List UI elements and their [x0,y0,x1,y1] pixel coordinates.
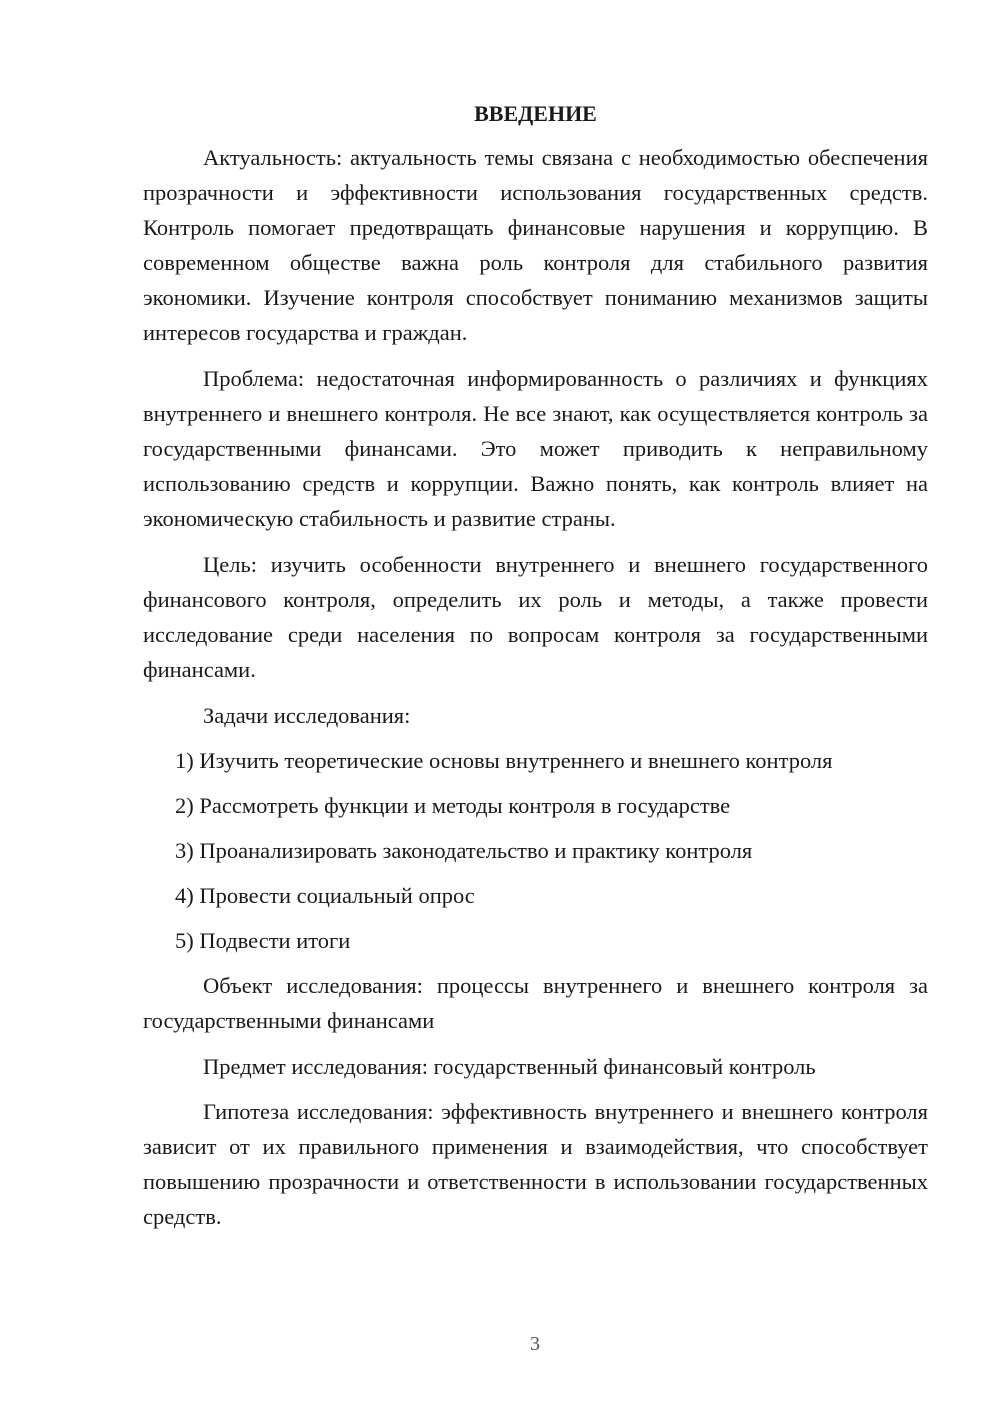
list-item: 1) Изучить теоретические основы внутреннего и внешнего контроля [175,748,833,773]
paragraph-relevance: Актуальность: актуальность темы связана с необходимостью обеспечения прозрачности и эффективности использования государственных средств. Контроль помогает предотвращать финансовые нарушения и коррупцию. В современном обществе важна роль контроля для стабильного развития экономики. Изучение контроля способствует пониманию механизмов защиты интересов государства и граждан. [143,145,928,345]
tasks-heading: Задачи исследования: [203,703,411,728]
paragraph-goal: Цель: изучить особенности внутреннего и внешнего государственного финансового контроля, определить их роль и методы, а также провести исследование среди населения по вопросам контроля за государственными финансами. [143,552,928,682]
list-item: 2) Рассмотреть функции и методы контроля в государстве [175,793,731,818]
paragraph-subject: Предмет исследования: государственный финансовый контроль [203,1054,816,1079]
document-page [143,96,928,1234]
paragraph-problem: Проблема: недостаточная информированность о различиях и функциях внутреннего и внешнего контроля. Не все знают, как осуществляется контроль за государственными финансами. Это может приводить к неправильному использованию средств и коррупции. Важно понять, как контроль влияет на экономическую стабильность и развитие страны. [143,366,928,531]
tasks-list [143,743,928,958]
list-item: 4) Провести социальный опрос [175,883,475,908]
page-number: 3 [530,1333,540,1355]
list-item: 3) Проанализировать законодательство и практику контроля [175,838,753,863]
paragraph-object: Объект исследования: процессы внутреннего и внешнего контроля за государственными финансами [143,973,928,1033]
paragraph-hypothesis: Гипотеза исследования: эффективность внутреннего и внешнего контроля зависит от их правильного применения и взаимодействия, что способствует повышению прозрачности и ответственности в использовании государственных средств. [143,1099,928,1229]
page-title: ВВЕДЕНИЕ [474,101,597,126]
list-item: 5) Подвести итоги [175,928,351,953]
